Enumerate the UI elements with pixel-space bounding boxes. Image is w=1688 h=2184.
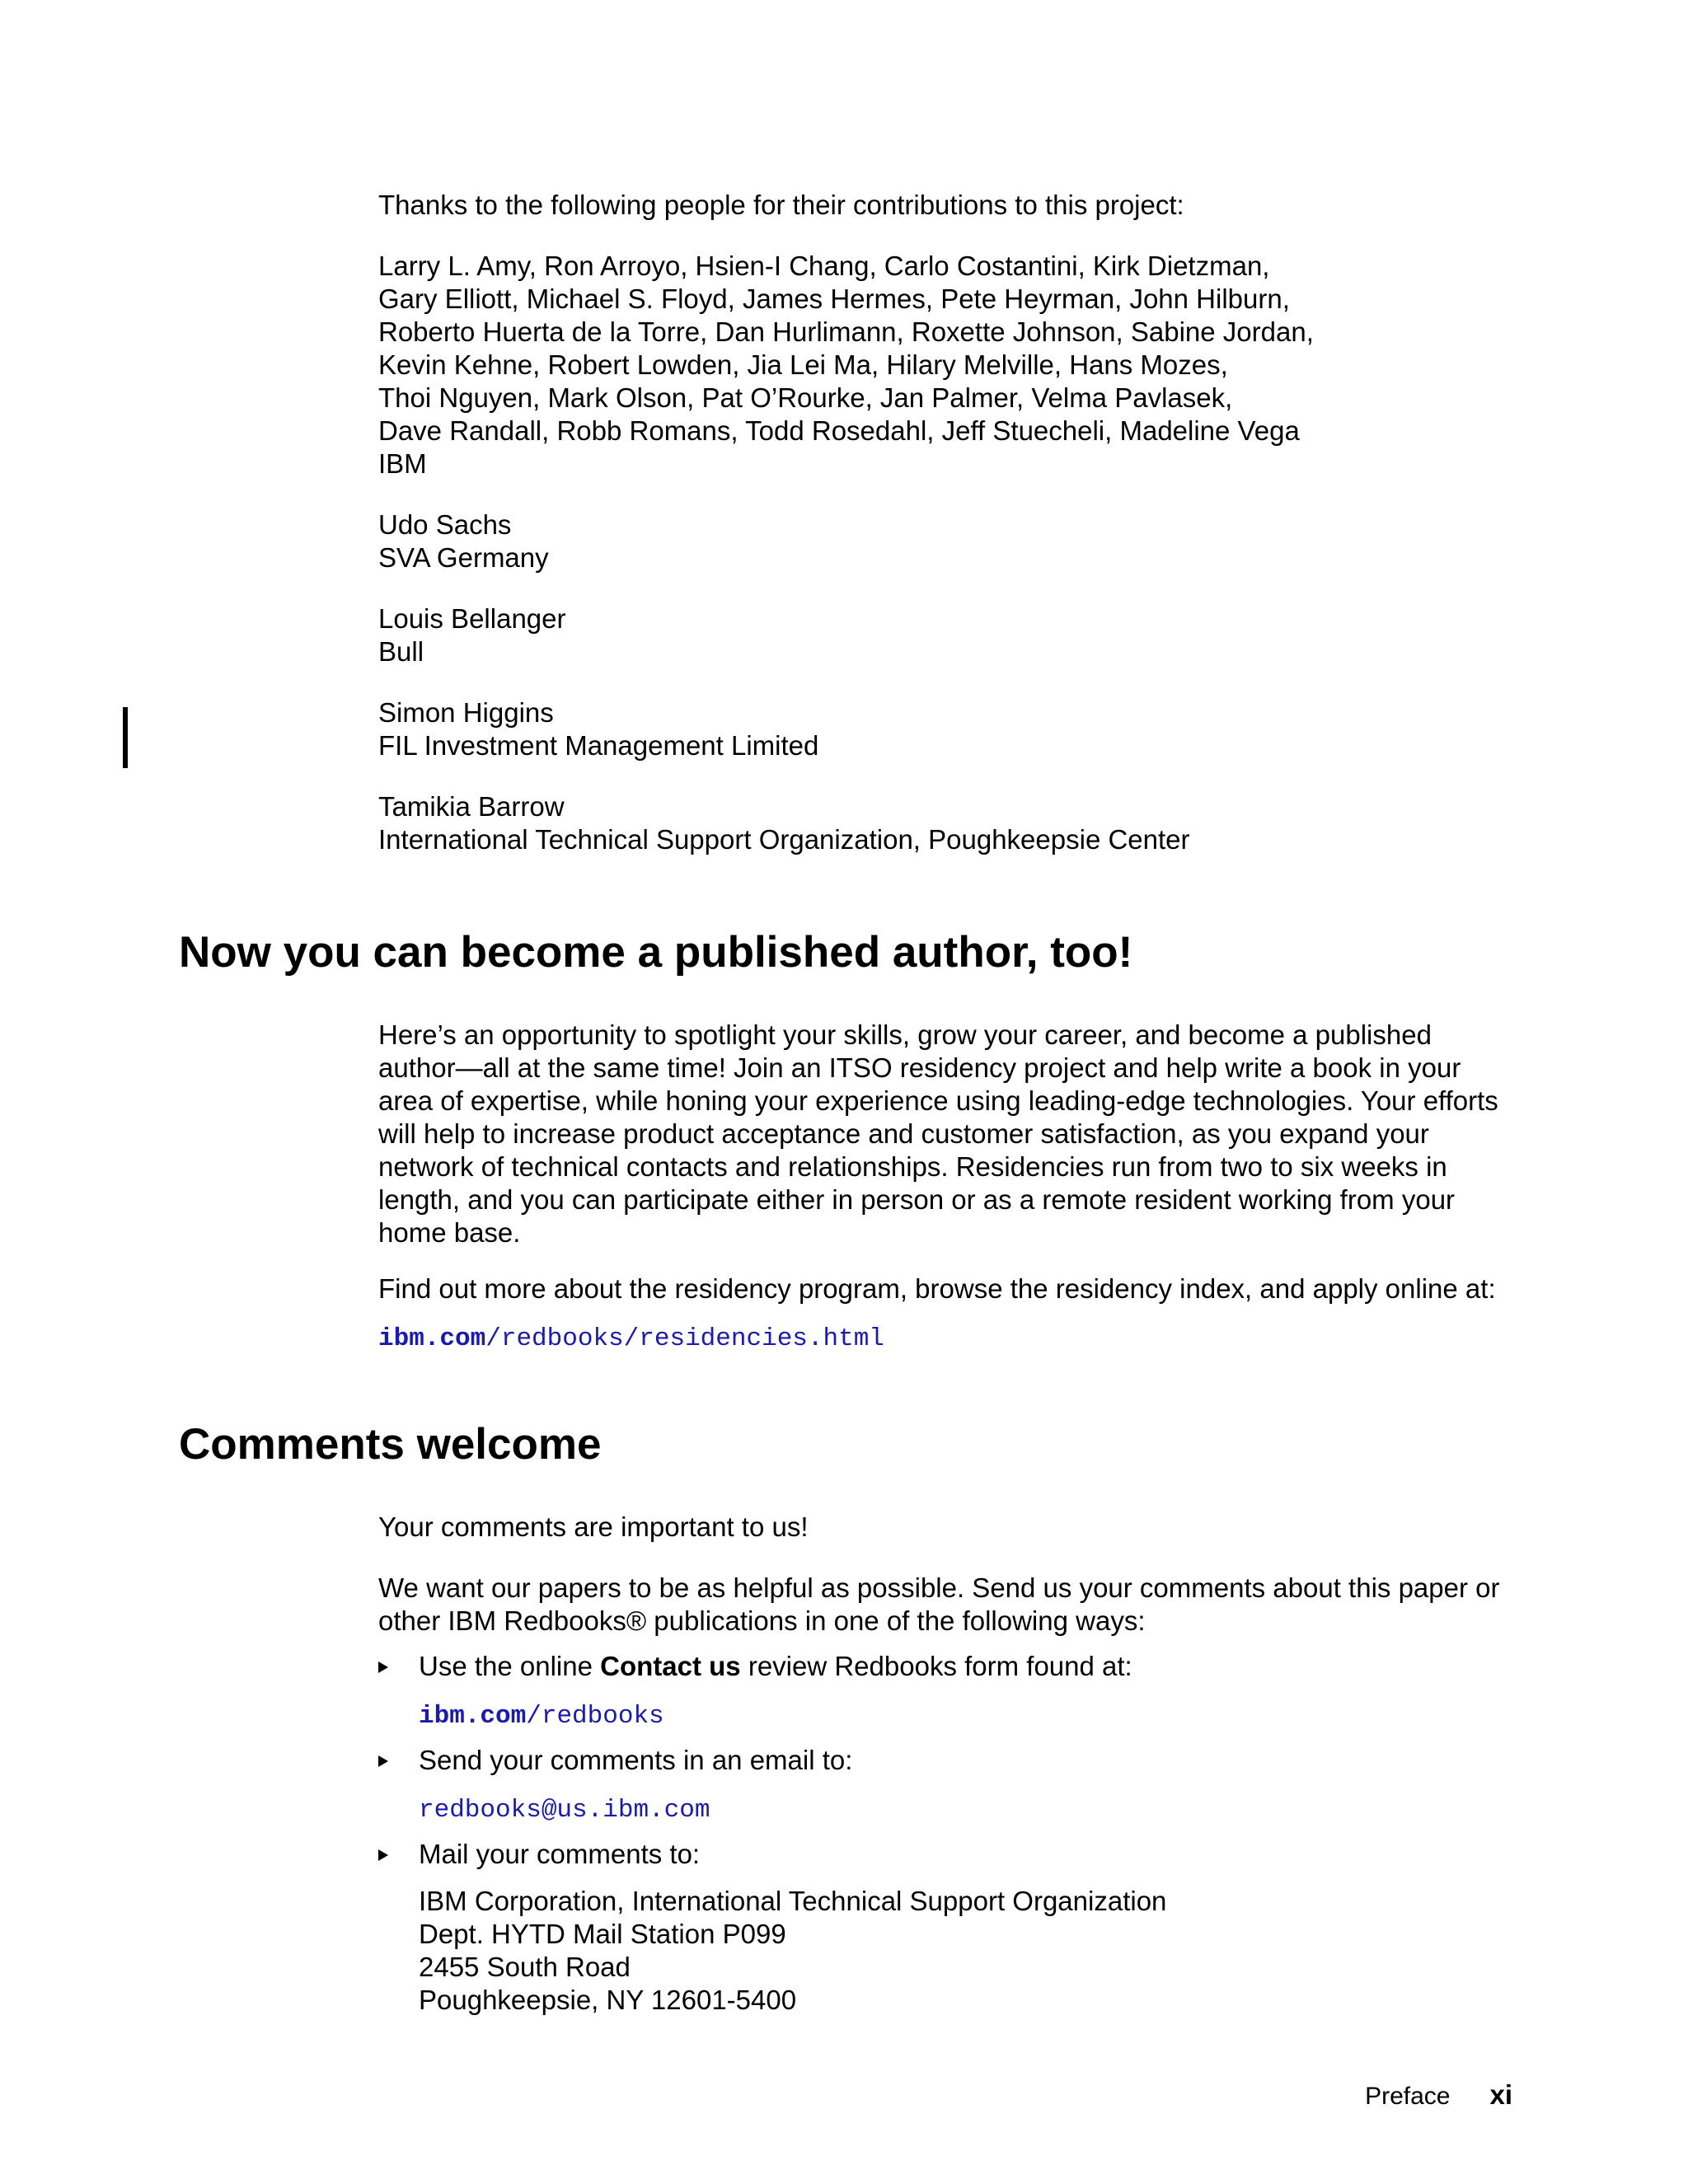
mailing-address	[378, 1885, 1556, 2017]
bullet-text: Mail your comments to:	[419, 1839, 701, 1869]
contributor-name: Simon Higgins	[378, 697, 554, 728]
redbooks-link-block	[378, 1697, 1556, 1733]
bullet-list-item	[378, 1838, 1516, 1871]
address-line: Dept. HYTD Mail Station P099	[419, 1919, 786, 1949]
link-path: /redbooks	[526, 1702, 664, 1731]
comments-intro-block	[378, 1511, 1516, 1544]
paragraph-line: length, and you can participate either in person or as a remote resident working from your	[378, 1184, 1456, 1215]
paragraph-line: Here’s an opportunity to spotlight your skills, grow your career, and become a published	[378, 1019, 1432, 1050]
bullet-arrow-icon	[378, 1849, 388, 1861]
ibm-contributors	[378, 250, 1516, 480]
paragraph-line: home base.	[378, 1217, 521, 1248]
contributor-block	[378, 602, 1516, 668]
contributor-org: FIL Investment Management Limited	[378, 730, 819, 761]
redbooks-link[interactable]	[419, 1702, 664, 1731]
paragraph-line: will help to increase product acceptance and customer satisfaction, as you expand your	[378, 1118, 1429, 1149]
bullet-text: Use the online	[419, 1651, 601, 1681]
residency-paragraph	[378, 1019, 1516, 1249]
email-link[interactable]: redbooks@us.ibm.com	[419, 1796, 710, 1825]
contributor-org: SVA Germany	[378, 542, 549, 573]
contributor-org: International Technical Support Organization, Poughkeepsie Center	[378, 824, 1190, 855]
find-out-more-block	[378, 1272, 1516, 1305]
contributor-block	[378, 696, 1516, 762]
address-line: 2455 South Road	[419, 1952, 631, 1982]
contributor-name: Tamikia Barrow	[378, 791, 565, 822]
paragraph-line: We want our papers to be as helpful as possible. Send us your comments about this paper or	[378, 1572, 1500, 1603]
link-domain: ibm.com	[419, 1702, 527, 1731]
contributor-name: Louis Bellanger	[378, 603, 566, 634]
paragraph-line: network of technical contacts and relationships. Residencies run from two to six weeks in	[378, 1151, 1447, 1182]
comments-intro: Your comments are important to us!	[378, 1511, 809, 1542]
revision-change-bar	[123, 707, 128, 768]
contributors-org: IBM	[378, 448, 427, 479]
bullet-arrow-icon	[378, 1755, 388, 1767]
bullet-list-item	[378, 1650, 1516, 1683]
contributors-line: Larry L. Amy, Ron Arroyo, Hsien-I Chang, Carlo Costantini, Kirk Dietzman,	[378, 251, 1270, 281]
contributor-name: Udo Sachs	[378, 509, 512, 540]
residency-link[interactable]	[378, 1324, 884, 1353]
page-number: xi	[1489, 2079, 1512, 2110]
address-line: IBM Corporation, International Technical Support Organization	[419, 1886, 1167, 1916]
address-line: Poughkeepsie, NY 12601-5400	[419, 1985, 797, 2015]
paragraph-line: area of expertise, while honing your experience using leading-edge technologies. Your efforts	[378, 1085, 1498, 1116]
bullet-arrow-icon	[378, 1661, 388, 1673]
link-domain: ibm.com	[378, 1324, 486, 1353]
contributors-line: Roberto Huerta de la Torre, Dan Hurlimann, Roxette Johnson, Sabine Jordan,	[378, 316, 1314, 347]
contributors-line: Thoi Nguyen, Mark Olson, Pat O’Rourke, Jan Palmer, Velma Pavlasek,	[378, 382, 1233, 413]
bullet-list-item	[378, 1744, 1516, 1777]
link-path: /redbooks/residencies.html	[485, 1324, 884, 1353]
contributors-line: Dave Randall, Robb Romans, Todd Rosedahl, Jeff Stuecheli, Madeline Vega	[378, 415, 1300, 446]
email-link-block	[378, 1791, 1556, 1827]
contributor-block	[378, 790, 1516, 856]
thanks-intro: Thanks to the following people for their contributions to this project:	[378, 190, 1184, 220]
section-heading-published-author: Now you can become a published author, too!	[179, 928, 1133, 977]
contributor-block	[378, 509, 1516, 574]
section-heading-comments: Comments welcome	[179, 1420, 602, 1469]
paragraph-line: other IBM Redbooks® publications in one of the following ways:	[378, 1605, 1146, 1636]
page-footer	[1365, 2079, 1512, 2113]
comments-body	[378, 1572, 1516, 1638]
bullet-text: Send your comments in an email to:	[419, 1745, 853, 1775]
contact-us-label: Contact us	[600, 1651, 741, 1681]
bullet-text: review Redbooks form found at:	[740, 1651, 1132, 1681]
find-out-more-text: Find out more about the residency program, browse the residency index, and apply online at:	[378, 1273, 1496, 1304]
residency-link-block	[378, 1319, 1516, 1356]
contributor-org: Bull	[378, 636, 424, 667]
paragraph-line: author—all at the same time! Join an ITSO residency project and help write a book in your	[378, 1052, 1461, 1083]
contributors-line: Gary Elliott, Michael S. Floyd, James Hermes, Pete Heyrman, John Hilburn,	[378, 284, 1290, 314]
contributors-line: Kevin Kehne, Robert Lowden, Jia Lei Ma, Hilary Melville, Hans Mozes,	[378, 349, 1228, 380]
footer-section-title: Preface	[1365, 2083, 1451, 2110]
thanks-intro-block	[378, 189, 1516, 222]
